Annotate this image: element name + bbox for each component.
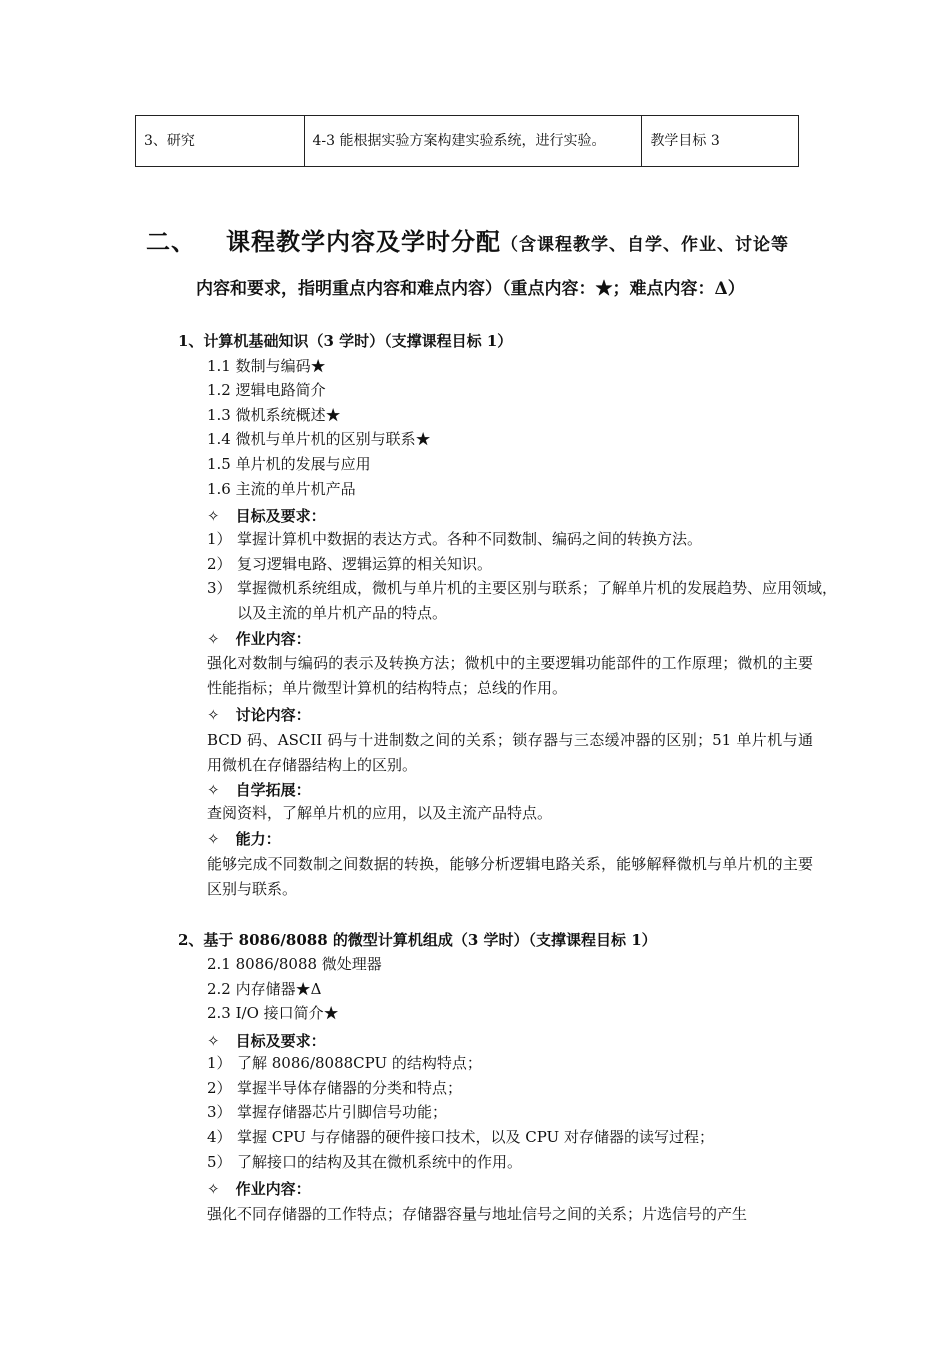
list-item: [207, 1125, 813, 1150]
list-number: 1）: [207, 1054, 232, 1072]
list-item: 1.1 数制与编码★: [207, 357, 326, 375]
list-item: 1.6 主流的单片机产品: [207, 480, 356, 498]
section-number: 二、: [146, 227, 196, 256]
homework-label: [207, 1178, 311, 1199]
list-item: [207, 527, 813, 552]
section-title-text: 课程教学内容及学时分配: [226, 227, 501, 256]
self-study-text: 查阅资料，了解单片机的应用，以及主流产品特点。: [207, 804, 553, 822]
list-number: 3）: [207, 1103, 232, 1121]
objectives-table: [135, 115, 799, 167]
table-cell: 3、研究: [136, 116, 305, 167]
homework-label-text: 作业内容：: [235, 1180, 311, 1198]
list-item: 1.4 微机与单片机的区别与联系★: [207, 430, 431, 448]
list-text: 掌握半导体存储器的分类和特点；: [237, 1079, 463, 1097]
list-item: [207, 1076, 813, 1101]
list-text: 掌握计算机中数据的表达方式。各种不同数制、编码之间的转换方法。: [237, 530, 703, 548]
section-note: （含课程教学、自学、作业、讨论等: [501, 235, 789, 255]
self-study-label: [207, 779, 311, 800]
list-item: [207, 576, 843, 625]
list-text: 掌握 CPU 与存储器的硬件接口技术，以及 CPU 对存储器的读写过程；: [237, 1128, 714, 1146]
discussion-text: BCD 码、ASCII 码与十进制数之间的关系；锁存器与三态缓冲器的区别；51 单片机与通用微机在存储器结构上的区别。: [207, 731, 813, 774]
list-text: 了解接口的结构及其在微机系统中的作用。: [237, 1153, 523, 1171]
chapter1-heading: 1、计算机基础知识（3 学时）（支撑课程目标 1）: [178, 332, 513, 350]
list-item: 1.5 单片机的发展与应用: [207, 455, 371, 473]
homework-label: [207, 628, 311, 649]
table-cell: 教学目标 3: [642, 116, 799, 167]
list-item: [207, 552, 813, 577]
list-item: [207, 1051, 813, 1076]
table-row: [136, 116, 799, 167]
goals-label: [207, 505, 326, 526]
goals-label-text: 目标及要求：: [235, 507, 326, 525]
diamond-icon: ✧: [207, 781, 220, 799]
list-item: 2.3 I/O 接口简介★: [207, 1004, 339, 1022]
list-item: 2.1 8086/8088 微处理器: [207, 955, 382, 973]
list-item: 1.2 逻辑电路简介: [207, 381, 326, 399]
section-title: [146, 222, 789, 257]
section-subtitle: 内容和要求，指明重点内容和难点内容）（重点内容：★；难点内容：Δ）: [196, 279, 745, 299]
list-number: 3）: [207, 579, 232, 597]
list-text: 掌握存储器芯片引脚信号功能；: [237, 1103, 448, 1121]
homework-label-text: 作业内容：: [235, 630, 311, 648]
list-item: 1.3 微机系统概述★: [207, 406, 341, 424]
goals-label-text: 目标及要求：: [235, 1032, 326, 1050]
discussion-label: [207, 704, 311, 725]
ability-label-text: 能力：: [235, 830, 281, 848]
homework-text: 强化对数制与编码的表示及转换方法；微机中的主要逻辑功能部件的工作原理；微机的主要性能指标；单片微型计算机的结构特点；总线的作用。: [207, 654, 813, 697]
diamond-icon: ✧: [207, 830, 220, 848]
list-number: 2）: [207, 1079, 232, 1097]
homework-text: 强化不同存储器的工作特点；存储器容量与地址信号之间的关系；片选信号的产生: [207, 1205, 748, 1223]
list-text: 了解 8086/8088CPU 的结构特点；: [237, 1054, 482, 1072]
list-text: 复习逻辑电路、逻辑运算的相关知识。: [237, 555, 493, 573]
list-number: 4）: [207, 1128, 232, 1146]
ability-text: 能够完成不同数制之间数据的转换，能够分析逻辑电路关系，能够解释微机与单片机的主要区别与联系。: [207, 855, 813, 898]
self-study-label-text: 自学拓展：: [235, 781, 311, 799]
chapter2-heading: 2、基于 8086/8088 的微型计算机组成（3 学时）（支撑课程目标 1）: [178, 931, 657, 949]
diamond-icon: ✧: [207, 1032, 220, 1050]
list-number: 1）: [207, 530, 232, 548]
ability-label: [207, 828, 281, 849]
list-item: [207, 1150, 813, 1175]
discussion-label-text: 讨论内容：: [235, 706, 311, 724]
list-text: 掌握微机系统组成，微机与单片机的主要区别与联系；了解单片机的发展趋势、应用领域，以及主流的单片机产品的特点。: [237, 579, 838, 622]
list-item: [207, 1100, 813, 1125]
list-number: 2）: [207, 555, 232, 573]
table-cell: 4-3 能根据实验方案构建实验系统，进行实验。: [304, 116, 642, 167]
list-item: 2.2 内存储器★Δ: [207, 980, 322, 998]
diamond-icon: ✧: [207, 706, 220, 724]
goals-label: [207, 1030, 326, 1051]
diamond-icon: ✧: [207, 630, 220, 648]
diamond-icon: ✧: [207, 507, 220, 525]
list-number: 5）: [207, 1153, 232, 1171]
diamond-icon: ✧: [207, 1180, 220, 1198]
